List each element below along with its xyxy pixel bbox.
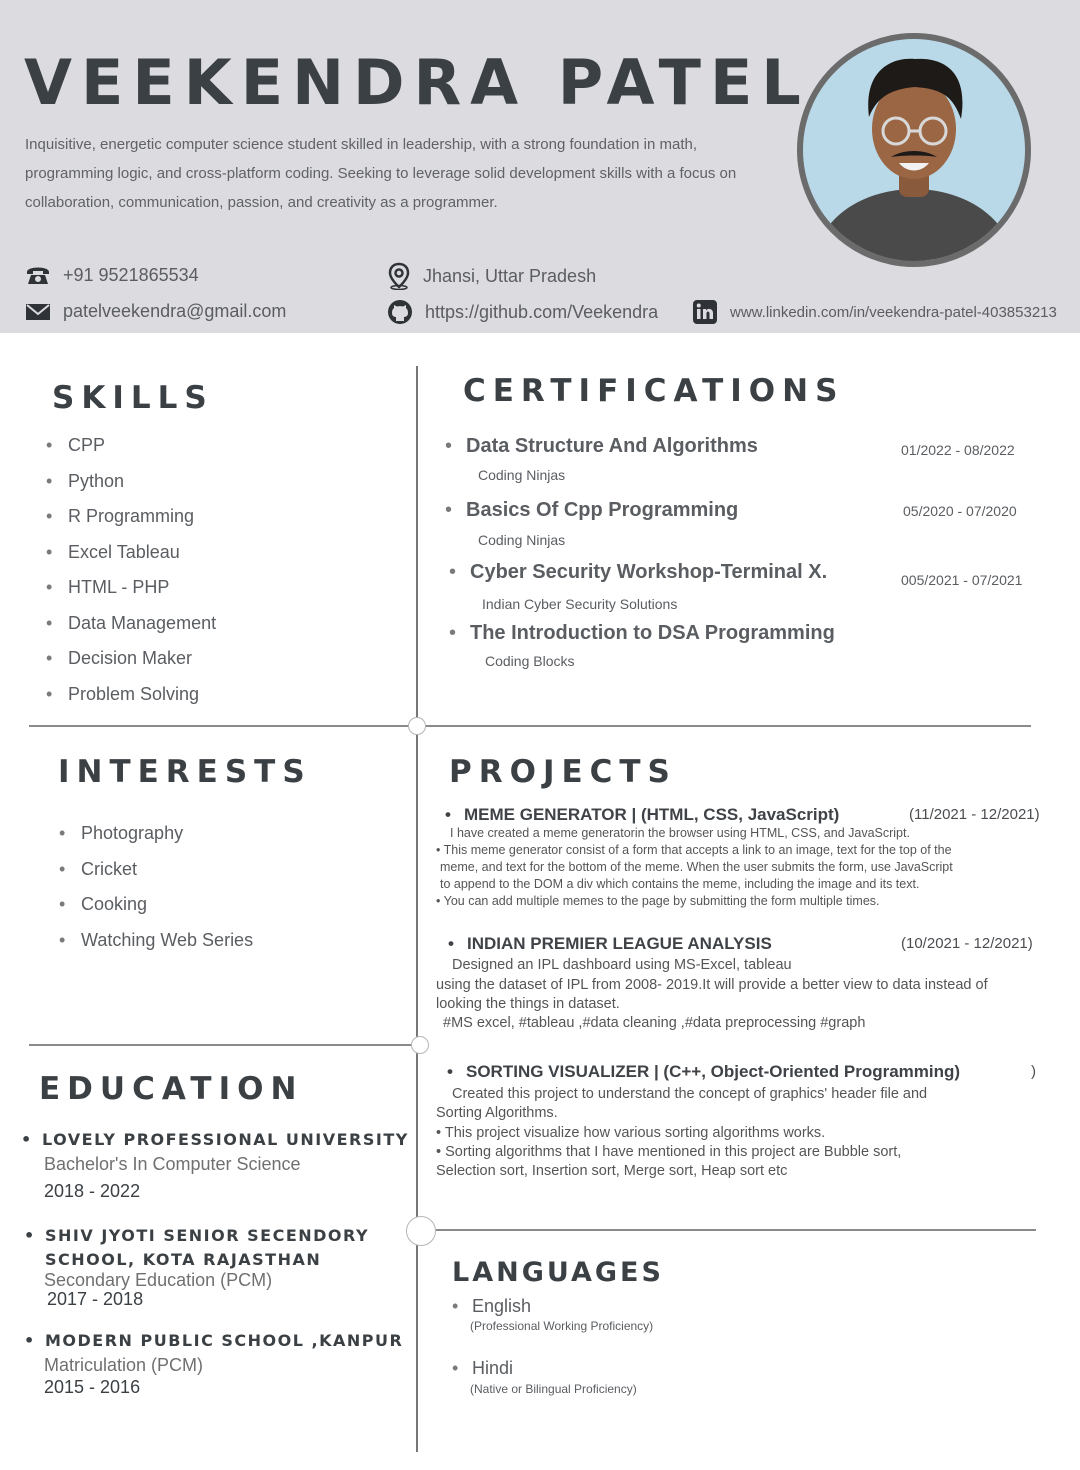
interests-list — [59, 823, 253, 965]
skill-item: • HTML - PHP — [46, 577, 216, 613]
contact-email[interactable] — [25, 301, 286, 322]
contact-github[interactable] — [387, 299, 658, 325]
row-divider-1 — [29, 725, 1031, 727]
phone-icon — [25, 264, 51, 286]
divider-node — [406, 1216, 436, 1246]
languages-heading: LANGUAGES — [452, 1257, 664, 1288]
certification-issuer: Coding Blocks — [485, 653, 575, 669]
project-description-line: to append to the DOM a div which contains the meme, including the image and its text. — [440, 877, 920, 891]
education-years: 2018 - 2022 — [44, 1181, 141, 1201]
skill-item: • Python — [46, 471, 216, 507]
certification-issuer: Coding Ninjas — [478, 467, 566, 483]
certification-title: • Data Structure And Algorithms — [466, 435, 758, 458]
certification-title: • Basics Of Cpp Programming — [466, 499, 738, 522]
skills-list — [46, 435, 216, 719]
email-address[interactable]: patelveekendra@gmail.com — [63, 301, 287, 321]
row-divider-3 — [436, 1229, 1036, 1231]
skill-item: • Excel Tableau — [46, 542, 216, 578]
portrait-illustration — [803, 39, 1025, 261]
education-degree: Matriculation (PCM) — [44, 1355, 204, 1375]
education-years: 2017 - 2018 — [47, 1289, 144, 1309]
interest-item: • Photography — [59, 823, 253, 859]
location-pin-icon — [387, 262, 411, 290]
project-date: ) — [1031, 1063, 1036, 1080]
certification-date: 01/2022 - 08/2022 — [901, 442, 1015, 458]
skill-item: • R Programming — [46, 506, 216, 542]
education-school: • LOVELY PROFESSIONAL UNIVERSITY — [42, 1130, 409, 1149]
project-title: • SORTING VISUALIZER | (C++, Object-Oriented Programming) — [466, 1062, 960, 1082]
certification-date: 05/2020 - 07/2020 — [903, 503, 1017, 519]
language-name: • English — [472, 1296, 531, 1317]
project-description-line: meme, and text for the bottom of the meme. When the user submits the form, use JavaScript — [440, 860, 953, 874]
phone-number: +91 9521865534 — [63, 264, 199, 285]
certification-issuer: Indian Cyber Security Solutions — [482, 596, 678, 612]
education-school: • MODERN PUBLIC SCHOOL ,KANPUR — [45, 1331, 403, 1350]
education-degree: Bachelor's In Computer Science — [44, 1154, 301, 1174]
skill-item: • Decision Maker — [46, 648, 216, 684]
project-date: (11/2021 - 12/2021) — [909, 806, 1040, 823]
education-school-continued: SCHOOL, KOTA RAJASTHAN — [45, 1250, 322, 1269]
location-text: Jhansi, Uttar Pradesh — [423, 265, 597, 286]
column-divider — [416, 366, 418, 1452]
certifications-heading: CERTIFICATIONS — [463, 373, 845, 409]
language-proficiency: (Professional Working Proficiency) — [470, 1319, 654, 1333]
project-description-line: • Sorting algorithms that I have mentioned in this project are Bubble sort, — [436, 1144, 902, 1160]
linkedin-link[interactable]: www.linkedin.com/in/veekendra-patel-403853213 — [730, 303, 1057, 321]
profile-summary: Inquisitive, energetic computer science student skilled in leadership, with a strong foundation in math, programming logic, and cross-platform coding. Seeking to leverage solid development skills with a focus on collaboration, communication, passion, and creativity as a programmer. — [25, 136, 737, 211]
project-description-line: Created this project to understand the concept of graphics' header file and — [452, 1086, 928, 1102]
project-description-line: Designed an IPL dashboard using MS-Excel, tableau — [452, 957, 792, 973]
interest-item: • Cricket — [59, 859, 253, 895]
contact-linkedin[interactable] — [692, 299, 1057, 325]
language-proficiency: (Native or Bilingual Proficiency) — [470, 1382, 637, 1396]
project-description-line: #MS excel, #tableau ,#data cleaning ,#data preprocessing #graph — [443, 1015, 866, 1031]
project-description-line: • This meme generator consist of a form that accepts a link to an image, text for the top of the — [436, 843, 952, 857]
interests-heading: INTERESTS — [58, 754, 312, 790]
interest-item: • Watching Web Series — [59, 930, 253, 966]
education-years: 2015 - 2016 — [44, 1377, 141, 1397]
project-description-line: using the dataset of IPL from 2008- 2019.It will provide a better view to data instead of — [436, 977, 988, 993]
skill-item: • Data Management — [46, 613, 216, 649]
profile-photo — [797, 33, 1031, 267]
project-description-line: I have created a meme generatorin the browser using HTML, CSS, and JavaScript. — [450, 826, 910, 840]
projects-heading: PROJECTS — [449, 754, 677, 790]
education-heading: EDUCATION — [39, 1071, 304, 1107]
certification-title: • Cyber Security Workshop-Terminal X. — [470, 561, 827, 584]
certification-date: 005/2021 - 07/2021 — [901, 572, 1023, 588]
project-description-line: looking the things in dataset. — [436, 996, 620, 1012]
divider-node — [408, 717, 426, 735]
linkedin-icon — [692, 299, 718, 325]
education-school: • SHIV JYOTI SENIOR SECENDORY — [45, 1226, 369, 1245]
header-band — [0, 0, 1080, 333]
skill-item: • Problem Solving — [46, 684, 216, 720]
row-divider-2 — [29, 1044, 419, 1046]
education-degree: Secondary Education (PCM) — [44, 1270, 273, 1290]
project-title: • INDIAN PREMIER LEAGUE ANALYSIS — [467, 934, 772, 954]
github-icon — [387, 299, 413, 325]
project-description-line: • You can add multiple memes to the page by submitting the form multiple times. — [436, 894, 880, 908]
github-link[interactable]: https://github.com/Veekendra — [425, 301, 659, 322]
email-icon — [25, 302, 51, 322]
skills-heading: SKILLS — [52, 380, 214, 416]
divider-node — [411, 1036, 429, 1054]
candidate-name: VEEKENDRA PATEL — [24, 46, 810, 119]
interest-item: • Cooking — [59, 894, 253, 930]
certification-title: • The Introduction to DSA Programming — [470, 622, 835, 645]
contact-location — [387, 262, 596, 290]
certification-issuer: Coding Ninjas — [478, 532, 566, 548]
project-date: (10/2021 - 12/2021) — [901, 935, 1033, 952]
project-title: • MEME GENERATOR | (HTML, CSS, JavaScript) — [464, 805, 839, 825]
language-name: • Hindi — [472, 1358, 513, 1379]
skill-item: • CPP — [46, 435, 216, 471]
project-description-line: Selection sort, Insertion sort, Merge sort, Heap sort etc — [436, 1163, 788, 1179]
project-description-line: Sorting Algorithms. — [436, 1105, 558, 1121]
project-description-line: • This project visualize how various sorting algorithms works. — [436, 1125, 826, 1141]
contact-phone — [25, 264, 199, 286]
